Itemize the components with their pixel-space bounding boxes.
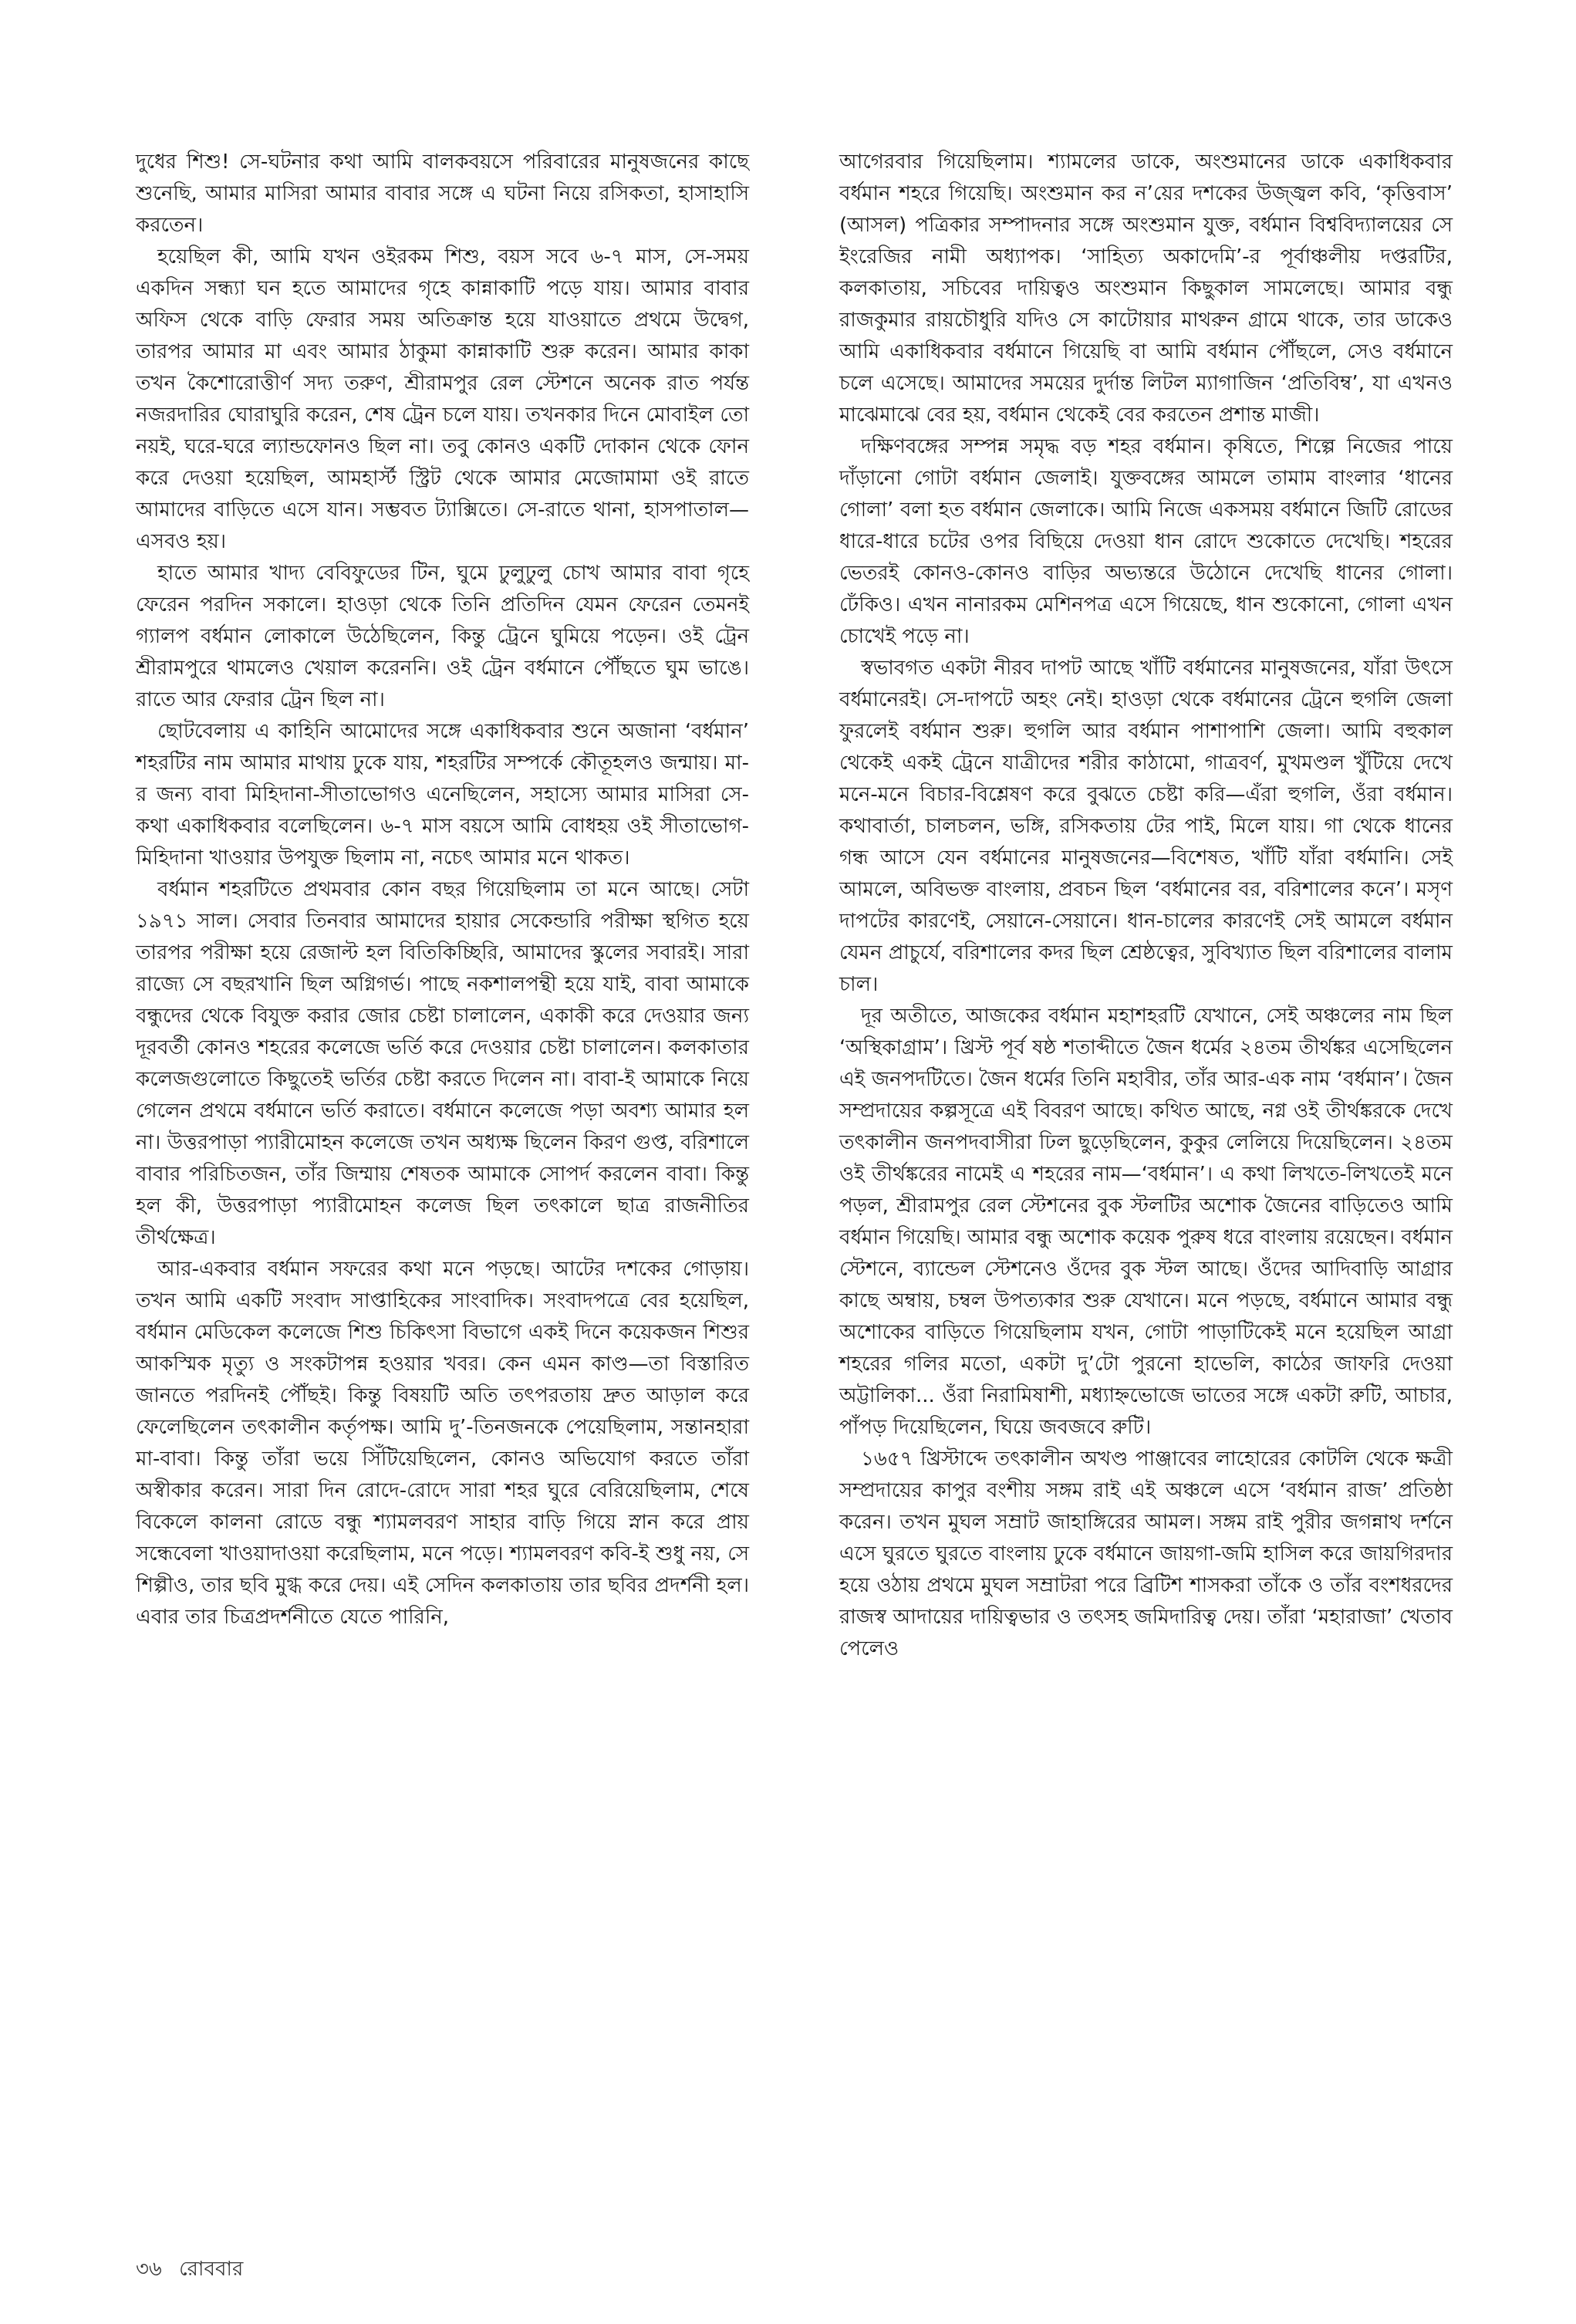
paragraph: বর্ধমান শহরটিতে প্রথমবার কোন বছর গিয়েছিলাম তা মনে আছে। সেটা ১৯৭১ সাল। সেবার তিনবার আমাদের হায়ার সেকেন্ডারি পরীক্ষা স্থগিত হয়ে তারপর পরীক্ষা হয়ে রেজাল্ট হল বিতিকিচ্ছিরি, আমাদের স্কুলের সবারই। সারা রাজ্যে সে বছরখানি ছিল অগ্নিগর্ভ। পাছে নকশালপন্থী হয়ে যাই, বাবা আমাকে বন্ধুদের থেকে বিযুক্ত করার জোর চেষ্টা চালালেন, একাকী করে দেওয়ার জন্য দূরবর্তী কোনও শহরের কলেজে ভর্তি করে দেওয়ার চেষ্টা চালালেন। কলকাতার কলেজগুলোতে কিছুতেই ভর্তির চেষ্টা করতে দিলেন না। বাবা-ই আমাকে নিয়ে গেলেন প্রথমে বর্ধমানে ভর্তি করাতে। বর্ধমানে কলেজে পড়া অবশ্য আমার হল না। উত্তরপাড়া প্যারীমোহন কলেজে তখন অধ্যক্ষ ছিলেন কিরণ গুপ্ত, বরিশালে বাবার পরিচিতজন, তাঁর জিম্মায় শেষতক আমাকে সোপর্দ করলেন বাবা। কিন্তু হল কী, উত্তরপাড়া প্যারীমোহন কলেজ ছিল তৎকালে ছাত্র রাজনীতির তীর্থক্ষেত্র। [136, 878, 749, 1249]
paragraph: ছোটবেলায় এ কাহিনি আমোদের সঙ্গে একাধিকবার শুনে অজানা ‘বর্ধমান’ শহরটির নাম আমার মাথায় ঢুকে যায়, শহরটির সম্পর্কে কৌতূহলও জন্মায়। মা-র জন্য বাবা মিহিদানা-সীতাভোগও এনেছিলেন, সহাস্যে আমার মাসিরা সে-কথা একাধিকবার বলেছিলেন। ৬-৭ মাস বয়সে আমি বোধহয় ওই সীতাভোগ-মিহিদানা খাওয়ার উপযুক্ত ছিলাম না, নচেৎ আমার মনে থাকত। [136, 720, 749, 870]
paragraph: দূর অতীতে, আজকের বর্ধমান মহাশহরটি যেখানে, সেই অঞ্চলের নাম ছিল ‘অস্থিকাগ্রাম’। খ্রিস্ট পূর্ব ষষ্ঠ শতাব্দীতে জৈন ধর্মের ২৪তম তীর্থঙ্কর এসেছিলেন এই জনপদটিতে। জৈন ধর্মের তিনি মহাবীর, তাঁর আর-এক নাম ‘বর্ধমান’। জৈন সম্প্রদায়ের কল্পসূত্রে এই বিবরণ আছে। কথিত আছে, নগ্ন ওই তীর্থঙ্করকে দেখে তৎকালীন জনপদবাসীরা ঢিল ছুড়েছিলেন, কুকুর লেলিয়ে দিয়েছিলেন। ২৪তম ওই তীর্থঙ্করের নামেই এ শহরের নাম—‘বর্ধমান’। এ কথা লিখতে-লিখতেই মনে পড়ল, শ্রীরামপুর রেল স্টেশনের বুক স্টলটির অশোক জৈনের বাড়িতেও আমি বর্ধমান গিয়েছি। আমার বন্ধু অশোক কয়েক পুরুষ ধরে বাংলায় রয়েছেন। বর্ধমান স্টেশনে, ব্যান্ডেল স্টেশনেও ওঁদের বুক স্টল আছে। ওঁদের আদিবাড়ি আগ্রার কাছে অম্বায়, চম্বল উপত্যকার শুরু যেখানে। মনে পড়ছে, বর্ধমানে আমার বন্ধু অশোকের বাড়িতে গিয়েছিলাম যখন, গোটা পাড়াটিকেই মনে হয়েছিল আগ্রা শহরের গলির মতো, একটা দু’টো পুরনো হাভেলি, কাঠের জাফরি দেওয়া অট্টালিকা... ওঁরা নিরামিষাশী, মধ্যাহ্নভোজে ভাতের সঙ্গে একটা রুটি, আচার, পাঁপড় দিয়েছিলেন, ঘিয়ে জবজবে রুটি। [839, 1005, 1453, 1439]
paragraph: ১৬৫৭ খ্রিস্টাব্দে তৎকালীন অখণ্ড পাঞ্জাবের লাহোরের কোটলি থেকে ক্ষত্রী সম্প্রদায়ের কাপুর বংশীয় সঙ্গম রাই এই অঞ্চলে এসে ‘বর্ধমান রাজ’ প্রতিষ্ঠা করেন। তখন মুঘল সম্রাট জাহাঙ্গিরের আমল। সঙ্গম রাই পুরীর জগন্নাথ দর্শনে এসে ঘুরতে ঘুরতে বাংলায় ঢুকে বর্ধমানে জায়গা-জমি হাসিল করে জায়গিরদার হয়ে ওঠায় প্রথমে মুঘল সম্রাটরা পরে ব্রিটিশ শাসকরা তাঁকে ও তাঁর বংশধরদের রাজস্ব আদায়ের দায়িত্বভার ও তৎসহ জমিদারিত্ব দেয়। তাঁরা ‘মহারাজা’ খেতাব পেলেও [839, 1447, 1453, 1660]
page-footer [136, 2256, 243, 2282]
paragraph: আগেরবার গিয়েছিলাম। শ্যামলের ডাকে, অংশুমানের ডাকে একাধিকবার বর্ধমান শহরে গিয়েছি। অংশুমান কর ন’য়ের দশকের উজ্জ্বল কবি, ‘কৃত্তিবাস’ (আসল) পত্রিকার সম্পাদনার সঙ্গে অংশুমান যুক্ত, বর্ধমান বিশ্ববিদ্যালয়ের সে ইংরেজির নামী অধ্যাপক। ‘সাহিত্য অকাদেমি’-র পূর্বাঞ্চলীয় দপ্তরটির, কলকাতায়, সচিবের দায়িত্বও অংশুমান কিছুকাল সামলেছে। আমার বন্ধু রাজকুমার রায়চৌধুরি যদিও সে কাটোয়ার মাথরুন গ্রামে থাকে, তার ডাকেও আমি একাধিকবার বর্ধমানে গিয়েছি বা আমি বর্ধমান পৌঁছলে, সেও বর্ধমানে চলে এসেছে। আমাদের সময়ের দুর্দান্ত লিটল ম্যাগাজিন ‘প্রতিবিম্ব’, যা এখনও মাঝেমাঝে বের হয়, বর্ধমান থেকেই বের করতেন প্রশান্ত মাজী। [839, 150, 1453, 427]
page-number: ৩৬ [136, 2258, 162, 2281]
paragraph: হাতে আমার খাদ্য বেবিফুডের টিন, ঘুমে ঢুলুঢুলু চোখ আমার বাবা গৃহে ফেরেন পরদিন সকালে। হাওড়া থেকে তিনি প্রতিদিন যেমন ফেরেন তেমনই গ্যালপ বর্ধমান লোকালে উঠেছিলেন, কিন্তু ট্রেনে ঘুমিয়ে পড়েন। ওই ট্রেন শ্রীরামপুরে থামলেও খেয়াল করেননি। ওই ট্রেন বর্ধমানে পৌঁছতে ঘুম ভাঙে। রাতে আর ফেরার ট্রেন ছিল না। [136, 562, 749, 711]
paragraph: দুধের শিশু! সে-ঘটনার কথা আমি বালকবয়সে পরিবারের মানুষজনের কাছে শুনেছি, আমার মাসিরা আমার বাবার সঙ্গে এ ঘটনা নিয়ে রসিকতা, হাসাহাসি করতেন। [136, 150, 749, 237]
paragraph: আর-একবার বর্ধমান সফরের কথা মনে পড়ছে। আটের দশকের গোড়ায়। তখন আমি একটি সংবাদ সাপ্তাহিকের সাংবাদিক। সংবাদপত্রে বের হয়েছিল, বর্ধমান মেডিকেল কলেজে শিশু চিকিৎসা বিভাগে একই দিনে কয়েকজন শিশুর আকস্মিক মৃত্যু ও সংকটাপন্ন হওয়ার খবর। কেন এমন কাণ্ড—তা বিস্তারিত জানতে পরদিনই পৌঁছই। কিন্তু বিষয়টি অতি তৎপরতায় দ্রুত আড়াল করে ফেলেছিলেন তৎকালীন কর্তৃপক্ষ। আমি দু’-তিনজনকে পেয়েছিলাম, সন্তানহারা মা-বাবা। কিন্তু তাঁরা ভয়ে সিঁটিয়েছিলেন, কোনও অভিযোগ করতে তাঁরা অস্বীকার করেন। সারা দিন রোদে-রোদে সারা শহর ঘুরে বেরিয়েছিলাম, শেষে বিকেলে কালনা রোডে বন্ধু শ্যামলবরণ সাহার বাড়ি গিয়ে স্নান করে প্রায় সন্ধেবেলা খাওয়াদাওয়া করেছিলাম, মনে পড়ে। শ্যামলবরণ কবি-ই শুধু নয়, সে শিল্পীও, তার ছবি মুগ্ধ করে দেয়। এই সেদিন কলকাতায় তার ছবির প্রদর্শনী হল। এবার তার চিত্রপ্রদর্শনীতে যেতে পারিনি, [136, 1258, 749, 1629]
paragraph: দক্ষিণবঙ্গের সম্পন্ন সমৃদ্ধ বড় শহর বর্ধমান। কৃষিতে, শিল্পে নিজের পায়ে দাঁড়ানো গোটা বর্ধমান জেলাই। যুক্তবঙ্গের আমলে তামাম বাংলার ‘ধানের গোলা’ বলা হত বর্ধমান জেলাকে। আমি নিজে একসময় বর্ধমানে জিটি রোডের ধারে-ধারে চটের ওপর বিছিয়ে দেওয়া ধান রোদে শুকোতে দেখেছি। শহরের ভেতরই কোনও-কোনও বাড়ির অভ্যন্তরে উঠোনে দেখেছি ধানের গোলা। ঢেঁকিও। এখন নানারকম মেশিনপত্র এসে গিয়েছে, ধান শুকোনো, গোলা এখন চোখেই পড়ে না। [839, 435, 1453, 648]
paragraph: স্বভাবগত একটা নীরব দাপট আছে খাঁটি বর্ধমানের মানুষজনের, যাঁরা উৎসে বর্ধমানেরই। সে-দাপটে অহং নেই। হাওড়া থেকে বর্ধমানের ট্রেনে হুগলি জেলা ফুরলেই বর্ধমান শুরু। হুগলি আর বর্ধমান পাশাপাশি জেলা। আমি বহুকাল থেকেই একই ট্রেনে যাত্রীদের শরীর কাঠামো, গাত্রবর্ণ, মুখমণ্ডল খুঁটিয়ে দেখে মনে-মনে বিচার-বিশ্লেষণ করে বুঝতে চেষ্টা করি—এঁরা হুগলি, ওঁরা বর্ধমান। কথাবার্তা, চালচলন, ভঙ্গি, রসিকতায় টের পাই, মিলে যায়। গা থেকে ধানের গন্ধ আসে যেন বর্ধমানের মানুষজনের—বিশেষত, খাঁটি যাঁরা বর্ধমানি। সেই আমলে, অবিভক্ত বাংলায়, প্রবচন ছিল ‘বর্ধমানের বর, বরিশালের কনে’। মসৃণ দাপটের কারণেই, সেয়ানে-সেয়ানে। ধান-চালের কারণেই সেই আমলে বর্ধমান যেমন প্রাচুর্যে, বরিশালের কদর ছিল শ্রেষ্ঠত্বের, সুবিখ্যাত ছিল বরিশালের বালাম চাল। [839, 657, 1453, 996]
right-column [839, 147, 1453, 1665]
publication-name: রোববার [179, 2258, 244, 2281]
left-column [136, 147, 749, 1633]
paragraph: হয়েছিল কী, আমি যখন ওইরকম শিশু, বয়স সবে ৬-৭ মাস, সে-সময় একদিন সন্ধ্যা ঘন হতে আমাদের গৃহে কান্নাকাটি পড়ে যায়। আমার বাবার অফিস থেকে বাড়ি ফেরার সময় অতিক্রান্ত হয়ে যাওয়াতে প্রথমে উদ্বেগ, তারপর আমার মা এবং আমার ঠাকুমা কান্নাকাটি শুরু করেন। আমার কাকা তখন কৈশোরোত্তীর্ণ সদ্য তরুণ, শ্রীরামপুর রেল স্টেশনে অনেক রাত পর্যন্ত নজরদারির ঘোরাঘুরি করেন, শেষ ট্রেন চলে যায়। তখনকার দিনে মোবাইল তো নয়ই, ঘরে-ঘরে ল্যান্ডফোনও ছিল না। তবু কোনও একটি দোকান থেকে ফোন করে দেওয়া হয়েছিল, আমহার্স্ট স্ট্রিট থেকে আমার মেজোমামা ওই রাতে আমাদের বাড়িতে এসে যান। সম্ভবত ট্যাক্সিতে। সে-রাতে থানা, হাসপাতাল—এসবও হয়। [136, 245, 749, 553]
